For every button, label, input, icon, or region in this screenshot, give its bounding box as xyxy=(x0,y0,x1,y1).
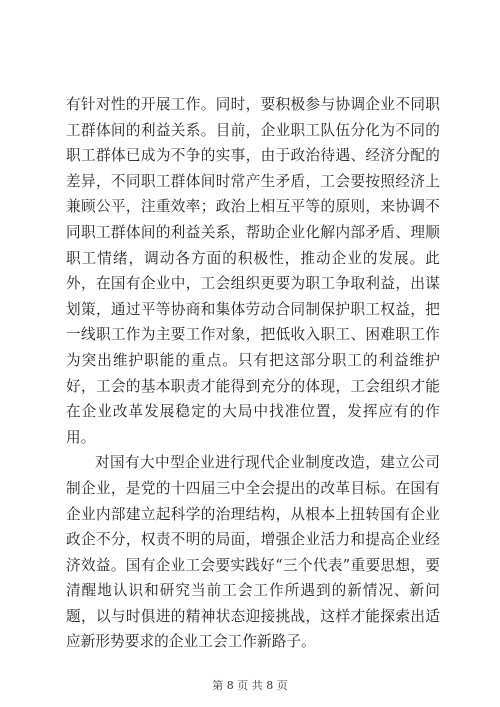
paragraph-2: 对国有大中型企业进行现代企业制度改造，建立公司制企业，是党的十四届三中全会提出的改革目标。在国有企业内部建立起科学的治理结构，从根本上扭转国有企业政企不分，权责不明的局面，增强企业活力和提高企业经济效益。国有企业工会要实践好“三个代表”重要思想，要清醒地认识和研究当前工会工作所遇到的新情况、新问题，以与时俱进的精神状态迎接挑战，这样才能探索出适应新形势要求的企业工会工作新路子。 xyxy=(66,454,440,651)
document-body xyxy=(66,92,440,655)
page-number-footer: 第 8 页 共 8 页 xyxy=(212,679,288,692)
paragraph-1: 有针对性的开展工作。同时，要积极参与协调企业不同职工群体间的利益关系。目前，企业职工队伍分化为不同的职工群体已成为不争的实事，由于政治待遇、经济分配的差异，不同职工群体间时常产生矛盾，工会要按照经济上兼顾公平，注重效率；政治上相互平等的原则，来协调不同职工群体间的利益关系，帮助企业化解内部矛盾、理顺职工情绪，调动各方面的积极性，推动企业的发展。此外，在国有企业中，工会组织更要为职工争取利益，出谋划策，通过平等协商和集体劳动合同制保护职工权益，把一线职工作为主要工作对象，把低收入职工、困难职工作为突出维护职能的重点。只有把这部分职工的利益维护好，工会的基本职责才能得到充分的体现，工会组织才能在企业改革发展稳定的大局中找准位置，发挥应有的作用。 xyxy=(66,96,440,446)
